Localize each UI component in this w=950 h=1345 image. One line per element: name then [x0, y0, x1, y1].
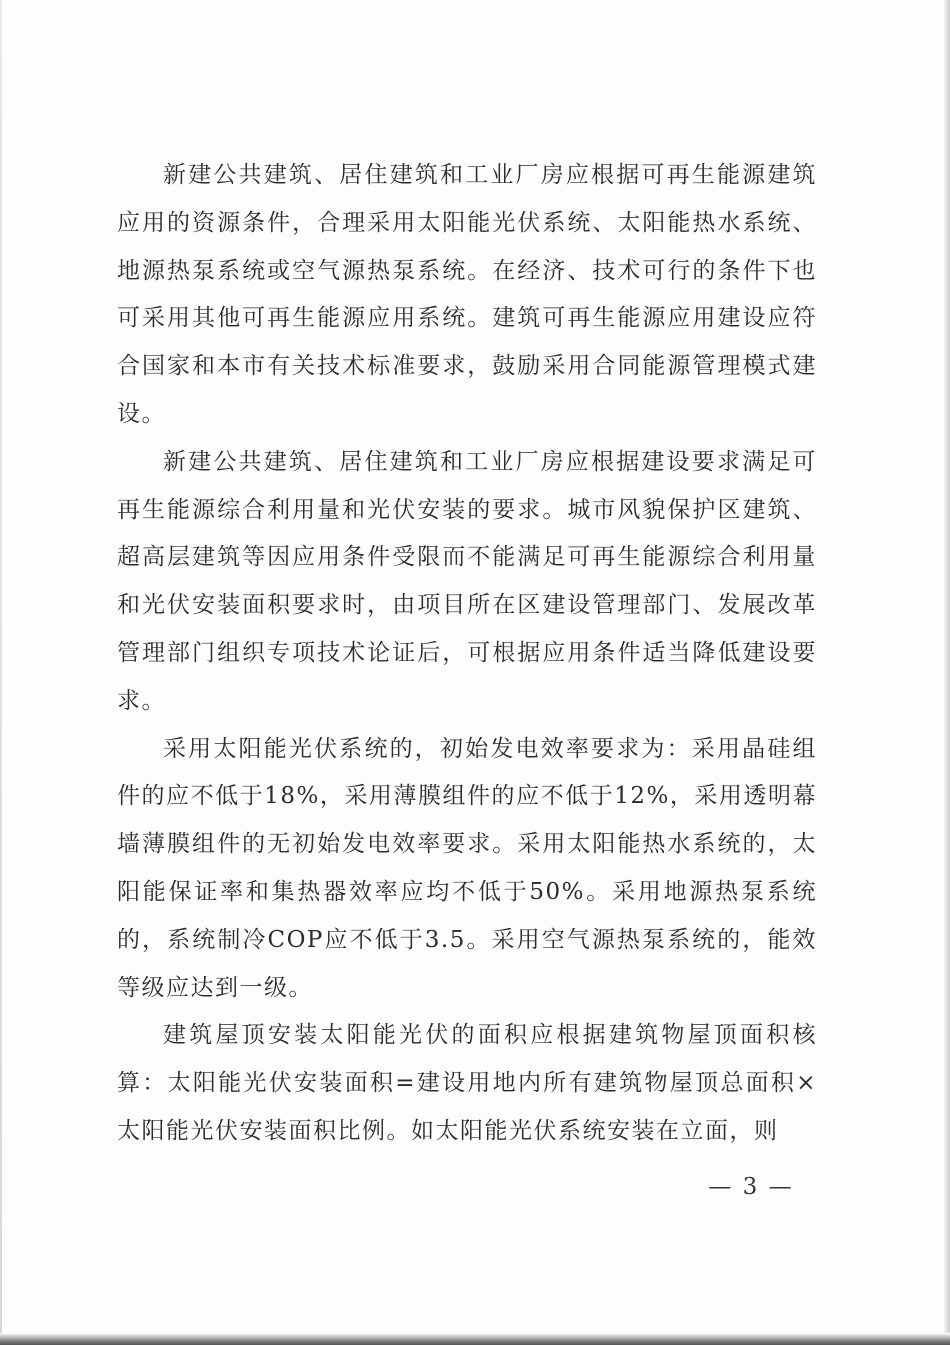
paragraph-construction-requirements: 新建公共建筑、居住建筑和工业厂房应根据建设要求满足可再生能源综合利用量和光伏安装的要求。城市风貌保护区建筑、超高层建筑等因应用条件受限而不能满足可再生能源综合利用量和光伏安装面积要求时，由项目所在区建设管理部门、发展改革管理部门组织专项技术论证后，可根据应用条件适当降低建设要求。 — [117, 448, 817, 714]
page-number: — 3 — — [708, 1174, 794, 1200]
document-body — [117, 152, 817, 1156]
paragraph-efficiency-requirements: 采用太阳能光伏系统的，初始发电效率要求为：采用晶硅组件的应不低于18%，采用薄膜组件的应不低于12%，采用透明幕墙薄膜组件的无初始发电效率要求。采用太阳能热水系统的，太阳能保证率和集热器效率应均不低于50%。采用地源热泵系统的，系统制冷COP应不低于3.5。采用空气源热泵系统的，能效等级应达到一级。 — [117, 735, 817, 1001]
scan-edge-left — [0, 0, 2, 1345]
scan-edge-bottom — [0, 1333, 950, 1345]
scan-edge-right — [944, 0, 950, 1345]
paragraph-pv-area-calculation: 建筑屋顶安装太阳能光伏的面积应根据建筑物屋顶面积核算：太阳能光伏安装面积=建设用地内所有建筑物屋顶总面积×太阳能光伏安装面积比例。如太阳能光伏系统安装在立面，则 — [117, 1022, 817, 1144]
paragraph-renewable-energy-application: 新建公共建筑、居住建筑和工业厂房应根据可再生能源建筑应用的资源条件，合理采用太阳能光伏系统、太阳能热水系统、地源热泵系统或空气源热泵系统。在经济、技术可行的条件下也可采用其他可再生能源应用系统。建筑可再生能源应用建设应符合国家和本市有关技术标准要求，鼓励采用合同能源管理模式建设。 — [117, 162, 817, 427]
